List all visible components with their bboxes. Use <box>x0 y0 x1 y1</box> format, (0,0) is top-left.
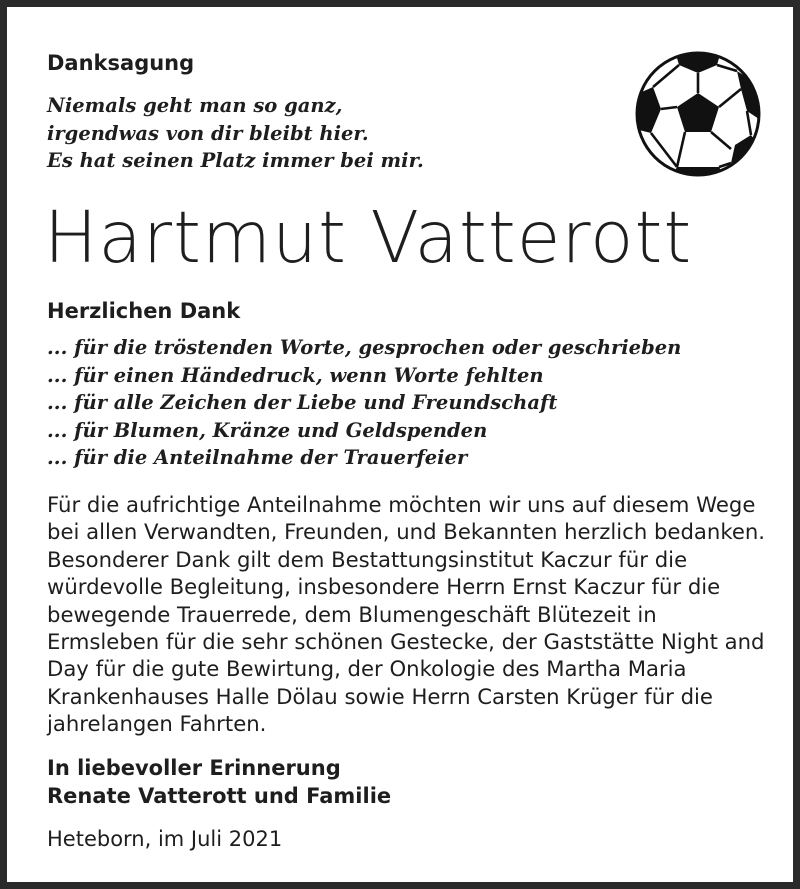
poem-line: Niemals geht man so ganz, <box>47 94 343 117</box>
thanks-paragraph <box>47 491 787 738</box>
deceased-name: Hartmut Vatterott <box>44 196 693 279</box>
list-item: ... für alle Zeichen der Liebe und Freundschaft <box>47 391 558 414</box>
thanks-list <box>47 334 681 472</box>
paragraph-line: Besonderer Dank gilt dem Bestattungsinstitut Kaczur für die <box>47 546 688 572</box>
list-item: ... für Blumen, Kränze und Geldspenden <box>47 418 488 442</box>
paragraph-line: Day für die gute Bewirtung, der Onkologie des Martha Maria <box>47 656 687 682</box>
paragraph-line: würdevolle Begleitung, insbesondere Herrn Ernst Kaczur für die <box>47 574 721 600</box>
signoff-family: Renate Vatterott und Familie <box>47 784 392 808</box>
soccer-ball-icon <box>631 49 765 179</box>
paragraph-line: Für die aufrichtige Anteilnahme möchten wir uns auf diesem Wege <box>47 492 756 517</box>
list-item: ... für die Anteilnahme der Trauerfeier <box>47 446 468 469</box>
paragraph-line: Ermsleben für die sehr schönen Gestecke, der Gaststätte Night and <box>47 629 765 655</box>
paragraph-line: bewegende Trauerrede, dem Blumengeschäft Blütezeit in <box>47 601 657 627</box>
thanks-heading: Herzlichen Dank <box>47 299 241 323</box>
signoff-line: In liebevoller Erinnerung <box>47 756 341 780</box>
signoff <box>47 754 391 810</box>
paragraph-line: bei allen Verwandten, Freunden, und Bekannten herzlich bedanken. <box>47 519 766 545</box>
poem-line: irgendwas von dir bleibt hier. <box>47 121 369 145</box>
list-item: ... für die tröstenden Worte, gesprochen oder geschrieben <box>47 336 682 359</box>
poem-line: Es hat seinen Platz immer bei mir. <box>47 149 424 172</box>
notice-heading: Danksagung <box>47 51 195 75</box>
paragraph-line: Krankenhauses Halle Dölau sowie Herrn Carsten Krüger für die <box>47 683 713 709</box>
paragraph-line: jahrelangen Fahrten. <box>47 711 267 737</box>
place-date: Heteborn, im Juli 2021 <box>47 827 283 851</box>
poem <box>47 92 424 175</box>
list-item: ... für einen Händedruck, wenn Worte fehlten <box>47 363 544 387</box>
